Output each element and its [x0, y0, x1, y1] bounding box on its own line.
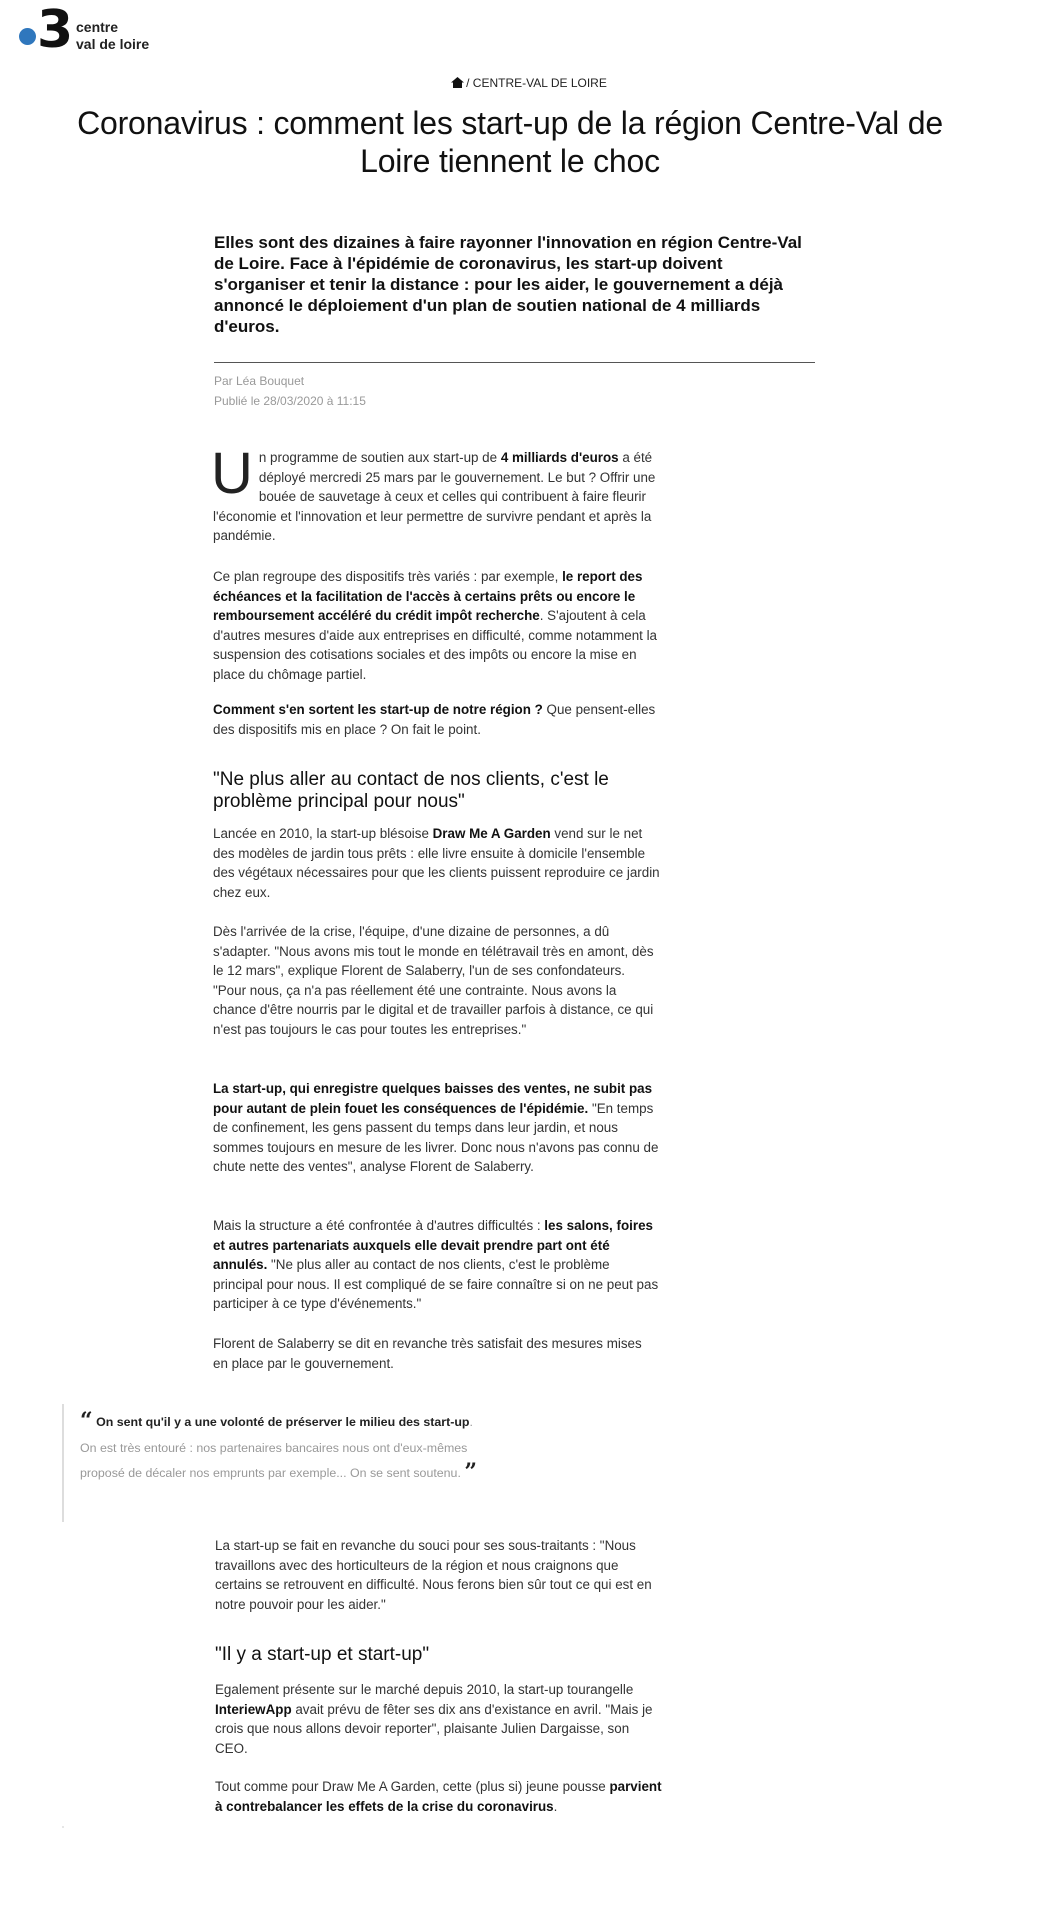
- paragraph-5: Dès l'arrivée de la crise, l'équipe, d'une dizaine de personnes, a dû s'adapter. "Nous avons mis tout le monde en télétravail très en amont, dès le 12 mars", explique Florent de Salaberry, l'un de ses confondateurs. "Pour nous, ça n'a pas réellement été une contrainte. Nous avons la chance d'être nourris par le digital et de travailler parfois à distance, ce qui n'est pas toujours le cas pour toutes les entreprises.": [213, 924, 654, 1037]
- article-lead: Elles sont des dizaines à faire rayonner l'innovation en région Centre-Val de Loire. Face à l'épidémie de coronavirus, les start-up doivent s'organiser et tenir la distance : pour les aider, le gouvernement a déjà annoncé le déploiement d'un plan de soutien national de 4 milliards d'euros.: [214, 233, 802, 336]
- logo-text: [76, 19, 149, 53]
- pull-quote-text: “ On sent qu'il y a une volonté de préserver le milieu des start-up. On est très entouré : nos partenaires bancaires nous ont d'eux-mêmes proposé de décaler nos emprunts par exemple... On se sent soutenu. ”: [80, 1408, 478, 1486]
- breadcrumb-region-link[interactable]: / CENTRE-VAL DE LOIRE: [466, 76, 607, 90]
- section-heading-1: "Ne plus aller au contact de nos clients, c'est le problème principal pour nous": [213, 769, 609, 812]
- paragraph-4: Lancée en 2010, la start-up blésoise Draw Me A Garden vend sur le net des modèles de jardin tous prêts : elle livre ensuite à domicile l'ensemble des végétaux nécessaires pour que les clients puissent reproduire ce jardin chez eux.: [213, 826, 660, 900]
- article-title: Coronavirus : comment les start-up de la région Centre-Val de Loire tiennent le choc: [77, 105, 943, 179]
- france3-logo[interactable]: [19, 0, 219, 60]
- article-date: Publié le 28/03/2020 à 11:15: [214, 394, 366, 408]
- logo-line-1: centre: [76, 19, 119, 35]
- paragraph-7: Mais la structure a été confrontée à d'autres difficultés : les salons, foires et autres partenariats auxquels elle devait prendre part ont été annulés. "Ne plus aller au contact de nos clients, c'est le problème principal pour nous. Il est compliqué de se faire connaître si on ne peut pas participer à ce type d'événements.": [213, 1218, 659, 1312]
- paragraph-10: Egalement présente sur le marché depuis 2010, la start-up tourangelle InteriewApp avait prévu de fêter ses dix ans d'existance en avril. "Mais je crois que nous allons devoir reporter", plaisante Julien Dargaisse, son CEO.: [215, 1682, 653, 1756]
- drop-cap: U: [211, 441, 253, 506]
- paragraph-1: Un programme de soutien aux start-up de 4 milliards d'euros a été déployé mercredi 25 mars par le gouvernement. Le but ? Offrir une bouée de sauvetage à ceux et celles qui contribuent à faire fleurir l'économie et l'innovation et leur permettre de survivre pendant et après la pandémie.: [211, 441, 656, 544]
- logo-number: 3: [37, 0, 74, 60]
- open-quote-icon: “: [80, 1408, 93, 1434]
- logo-dot: [19, 28, 36, 45]
- paragraph-9: La start-up se fait en revanche du souci pour ses sous-traitants : "Nous travaillons avec des horticulteurs de la région et nous craignons que certains se retrouvent en difficulté. Nous ferons bien sûr tout ce qui est en notre pouvoir pour les aider.": [215, 1538, 652, 1612]
- paragraph-11: Tout comme pour Draw Me A Garden, cette (plus si) jeune pousse parvient à contrebalancer les effets de la crise du coronavirus.: [215, 1779, 662, 1814]
- lead-divider: [214, 362, 815, 363]
- logo-line-2: val de loire: [76, 36, 150, 52]
- paragraph-6: La start-up, qui enregistre quelques baisses des ventes, ne subit pas pour autant de plein fouet les conséquences de l'épidémie. "En temps de confinement, les gens passent du temps dans leur jardin, et nous sommes toujours en mesure de les livrer. Donc nous n'avons pas connu de chute nette des ventes", analyse Florent de Salaberry.: [213, 1081, 659, 1175]
- pull-quote: [62, 1404, 489, 1522]
- paragraph-3: Comment s'en sortent les start-up de notre région ? Que pensent-elles des dispositifs mis en place ? On fait le point.: [213, 702, 656, 737]
- close-quote-icon: ”: [464, 1459, 478, 1486]
- article-author: Par Léa Bouquet: [214, 374, 305, 388]
- paragraph-8: Florent de Salaberry se dit en revanche très satisfait des mesures mises en place par le gouvernement.: [213, 1336, 642, 1371]
- section-heading-2: "Il y a start-up et start-up": [215, 1644, 430, 1665]
- breadcrumb: [0, 76, 1058, 91]
- decorative-dot: [62, 1826, 64, 1828]
- paragraph-2: Ce plan regroupe des dispositifs très variés : par exemple, le report des échéances et la facilitation de l'accès à certains prêts ou encore le remboursement accéléré du crédit impôt recherche. S'ajoutent à cela d'autres mesures d'aide aux entreprises en difficulté, comme notamment la suspension des cotisations sociales et des impôts ou encore la mise en place du chômage partiel.: [213, 569, 658, 682]
- home-icon[interactable]: [451, 77, 464, 91]
